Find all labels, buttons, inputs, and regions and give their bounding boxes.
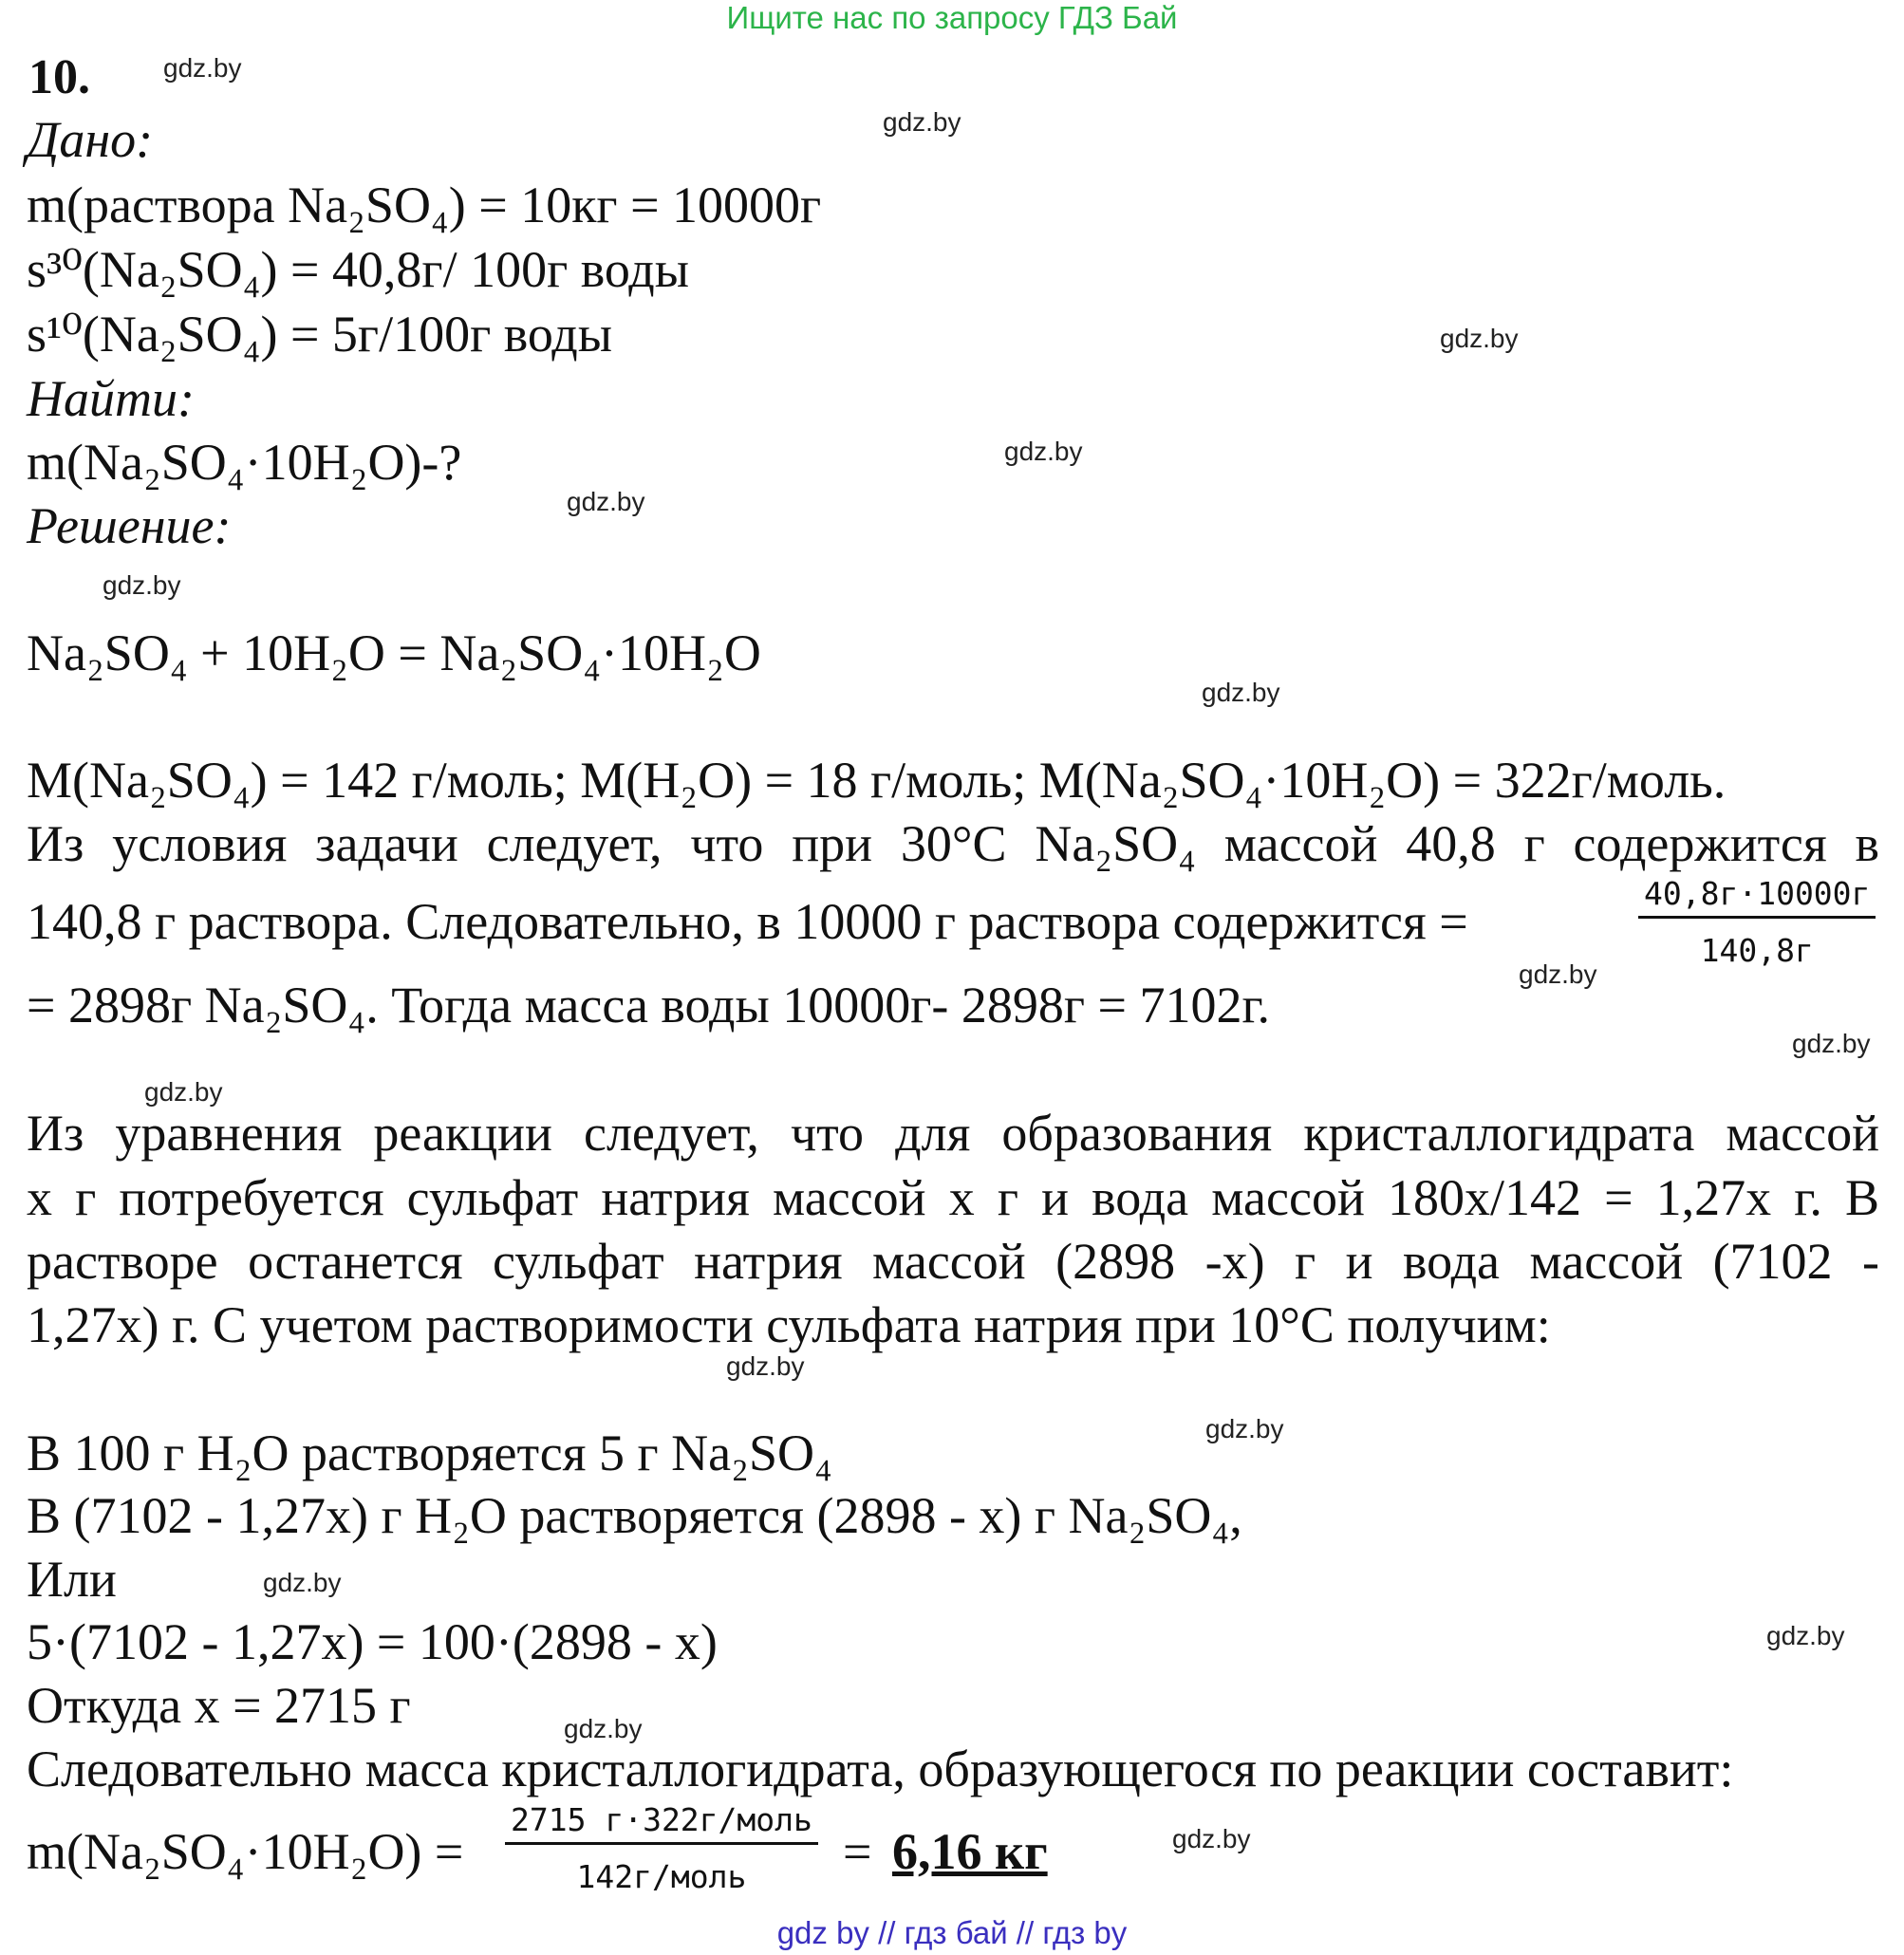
- paragraph-line: = 2898г Na₂SO₄. Тогда масса воды 10000г- 2898г = 7102г.: [27, 977, 1271, 1033]
- fraction-denominator: 140,8г: [1700, 932, 1814, 969]
- find-line: m(Na₂SO₄·10H₂O)-?: [27, 434, 462, 491]
- reaction-equation: Na₂SO₄ + 10H₂O = Na₂SO₄·10H₂O: [27, 624, 761, 681]
- watermark: gdz.by: [1766, 1621, 1845, 1650]
- fraction-numerator: 40,8г·10000г: [1638, 875, 1876, 919]
- footer-links[interactable]: gdz by // гдз бай // гдз by: [776, 1915, 1128, 1950]
- watermark: gdz.by: [564, 1714, 643, 1743]
- find-heading: Найти:: [27, 370, 195, 427]
- watermark: gdz.by: [726, 1351, 805, 1381]
- proportion-line: В 100 г H₂O растворяется 5 г Na₂SO₄: [27, 1424, 832, 1481]
- task-number: 10.: [28, 50, 90, 104]
- fraction-final-mass: [505, 1801, 818, 1895]
- watermark: gdz.by: [1519, 959, 1597, 989]
- proportion-line: В (7102 - 1,27x) г H₂O растворяется (2898 - x) г Na₂SO₄,: [27, 1487, 1242, 1544]
- watermark: gdz.by: [103, 570, 181, 600]
- paragraph-line: Из условия задачи следует, что при 30°С Na₂SO₄ массой 40,8 г содержится в: [27, 815, 1879, 872]
- paragraph-line: x г потребуется сульфат натрия массой x г и вода массой 180x/142 = 1,27x г. В: [27, 1169, 1879, 1226]
- watermark: gdz.by: [1004, 437, 1083, 466]
- fraction-mass-na2so4: [1638, 875, 1876, 969]
- watermark: gdz.by: [1172, 1824, 1251, 1853]
- conclusion-line: Следовательно масса кристаллогидрата, образующегося по реакции составит:: [27, 1741, 1734, 1797]
- search-banner[interactable]: Ищите нас по запросу ГДЗ Бай: [726, 0, 1178, 35]
- paragraph-line: 140,8 г раствора. Следовательно, в 10000 г раствора содержится =: [27, 893, 1468, 950]
- equation-line: 5·(7102 - 1,27x) = 100·(2898 - x): [27, 1613, 718, 1670]
- final-answer: 6,16 кг: [892, 1823, 1048, 1880]
- molar-masses: M(Na₂SO₄) = 142 г/моль; M(H₂O) = 18 г/моль; M(Na₂SO₄·10H₂O) = 322г/моль.: [27, 752, 1727, 809]
- given-line: m(раствора Na₂SO₄) = 10кг = 10000г: [27, 177, 822, 233]
- solution-heading: Решение:: [27, 497, 232, 554]
- watermark: gdz.by: [567, 487, 645, 516]
- fraction-numerator: 2715 г·322г/моль: [505, 1801, 818, 1845]
- paragraph-line: Из уравнения реакции следует, что для образования кристаллогидрата массой: [27, 1105, 1879, 1162]
- given-line: s³⁰(Na₂SO₄) = 40,8г/ 100г воды: [27, 241, 690, 298]
- watermark: gdz.by: [1205, 1414, 1284, 1443]
- final-equals: =: [843, 1823, 872, 1880]
- given-heading: Дано:: [27, 111, 154, 168]
- paragraph-line: растворе останется сульфат натрия массой (2898 -x) г и вода массой (7102 -: [27, 1233, 1879, 1290]
- watermark: gdz.by: [144, 1077, 223, 1107]
- watermark: gdz.by: [163, 53, 242, 83]
- paragraph-line: 1,27x) г. С учетом растворимости сульфата натрия при 10°С получим:: [27, 1296, 1551, 1353]
- final-lhs: m(Na₂SO₄·10H₂O) =: [27, 1823, 464, 1880]
- watermark: gdz.by: [883, 107, 961, 137]
- proportion-line: Или: [27, 1551, 117, 1608]
- watermark: gdz.by: [1792, 1029, 1871, 1058]
- fraction-denominator: 142г/моль: [576, 1858, 747, 1895]
- watermark: gdz.by: [263, 1568, 342, 1597]
- watermark: gdz.by: [1440, 324, 1519, 353]
- given-line: s¹⁰(Na₂SO₄) = 5г/100г воды: [27, 306, 613, 363]
- watermark: gdz.by: [1202, 678, 1280, 707]
- result-x: Откуда x = 2715 г: [27, 1677, 411, 1734]
